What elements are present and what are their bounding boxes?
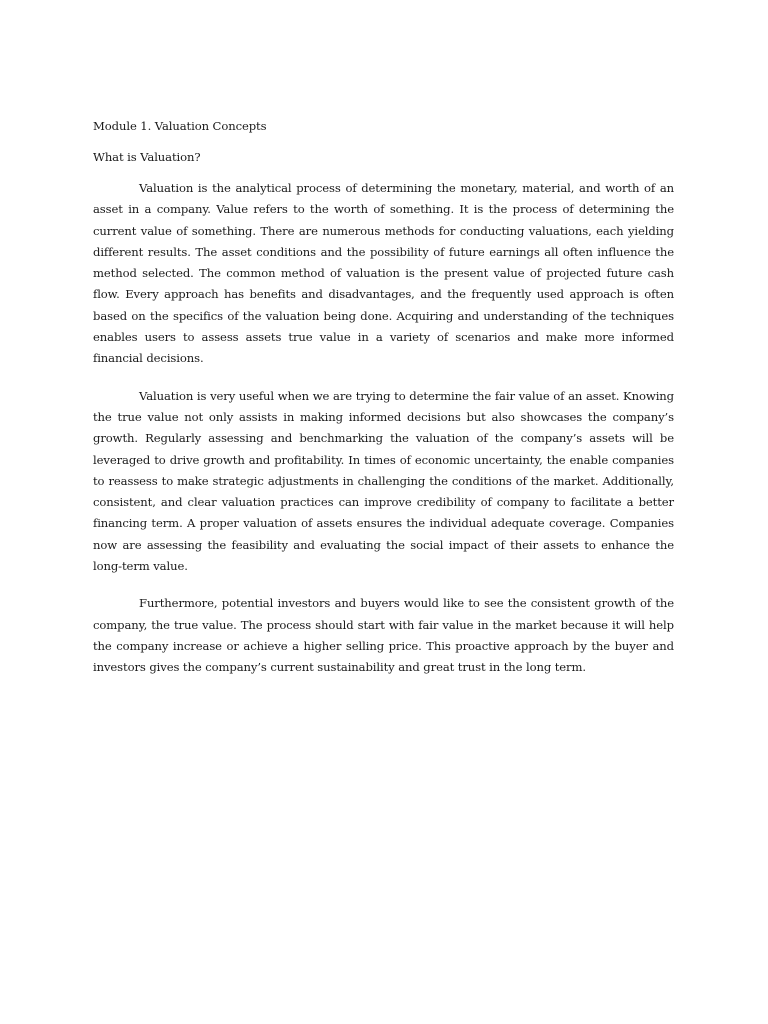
section-subheading: What is Valuation? <box>93 150 201 164</box>
document-body <box>93 116 674 679</box>
paragraph-3: Furthermore, potential investors and buyers would like to see the consistent growth of the company, the true value. The process should start with fair value in the market because it will help the company increase or achieve a higher selling price. This proactive approach by the buyer and investors gives the company’s current sustainability and great trust in the long term. <box>93 596 674 675</box>
paragraph-2: Valuation is very useful when we are trying to determine the fair value of an asset. Knowing the true value not only assists in making informed decisions but also showcases the company’s growth. Regularly assessing and benchmarking the valuation of the company’s assets will be leveraged to drive growth and profitability. In times of economic uncertainty, the enable companies to reassess to make strategic adjustments in challenging the conditions of the market. Additionally, consistent, and clear valuation practices can improve credibility of company to facilitate a better financing term. A proper valuation of assets ensures the individual adequate coverage. Companies now are assessing the feasibility and evaluating the social impact of their assets to enhance the long-term value. <box>93 388 674 574</box>
module-heading: Module 1. Valuation Concepts <box>93 119 267 133</box>
paragraph-1: Valuation is the analytical process of determining the monetary, material, and worth of an asset in a company. Value refers to the worth of something. It is the process of determining the current value of something. There are numerous methods for conducting valuations, each yielding different results. The asset conditions and the possibility of future earnings all often influence the method selected. The common method of valuation is the present value of projected future cash flow. Every approach has benefits and disadvantages, and the frequently used approach is often based on the specifics of the valuation being done. Acquiring and understanding of the techniques enables users to assess assets true value in a variety of scenarios and make more informed financial decisions. <box>93 181 674 366</box>
